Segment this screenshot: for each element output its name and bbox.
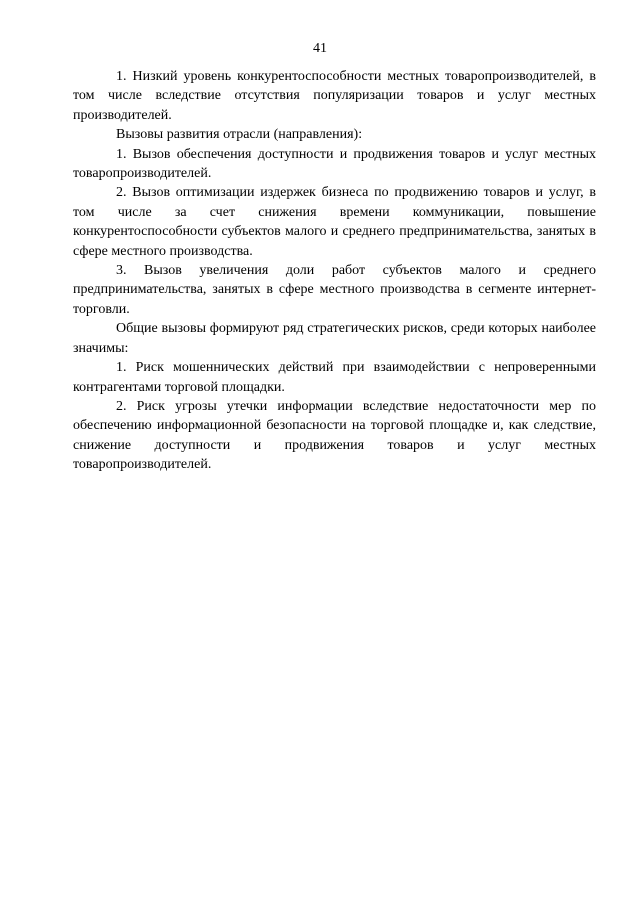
paragraph-challenges-heading: Вызовы развития отрасли (направления): bbox=[116, 127, 363, 143]
paragraph-risks-intro: Общие вызовы формируют ряд стратегических рисков, среди которых наиболее значимы: bbox=[73, 321, 596, 356]
paragraph-risk-2: 2. Риск угрозы утечки информации вследствие недостаточности мер по обеспечению информационной безопасности на торговой площадке и, как следствие, снижение доступности и продвижения товаров и услуг местных товаропроизводителей. bbox=[73, 398, 596, 473]
document-body bbox=[73, 67, 596, 475]
paragraph-challenge-3: 3. Вызов увеличения доли работ субъектов малого и среднего предпринимательства, занятых в сфере местного производства в сегменте интернет-торговли. bbox=[73, 263, 596, 317]
paragraph-challenge-2: 2. Вызов оптимизации издержек бизнеса по продвижению товаров и услуг, в том числе за счет снижения времени коммуникации, повышение конкурентоспособности субъектов малого и среднего предпринимательства, занятых в сфере местного производства. bbox=[73, 185, 596, 259]
paragraph-low-competitiveness: 1. Низкий уровень конкурентоспособности местных товаропроизводителей, в том числе вследствие отсутствия популяризации товаров и услуг местных производителей. bbox=[73, 69, 596, 123]
paragraph-risk-1: 1. Риск мошеннических действий при взаимодействии с непроверенными контрагентами торговой площадки. bbox=[73, 360, 596, 395]
paragraph-challenge-1: 1. Вызов обеспечения доступности и продвижения товаров и услуг местных товаропроизводителей. bbox=[73, 146, 596, 182]
page-number: 41 bbox=[313, 41, 327, 56]
